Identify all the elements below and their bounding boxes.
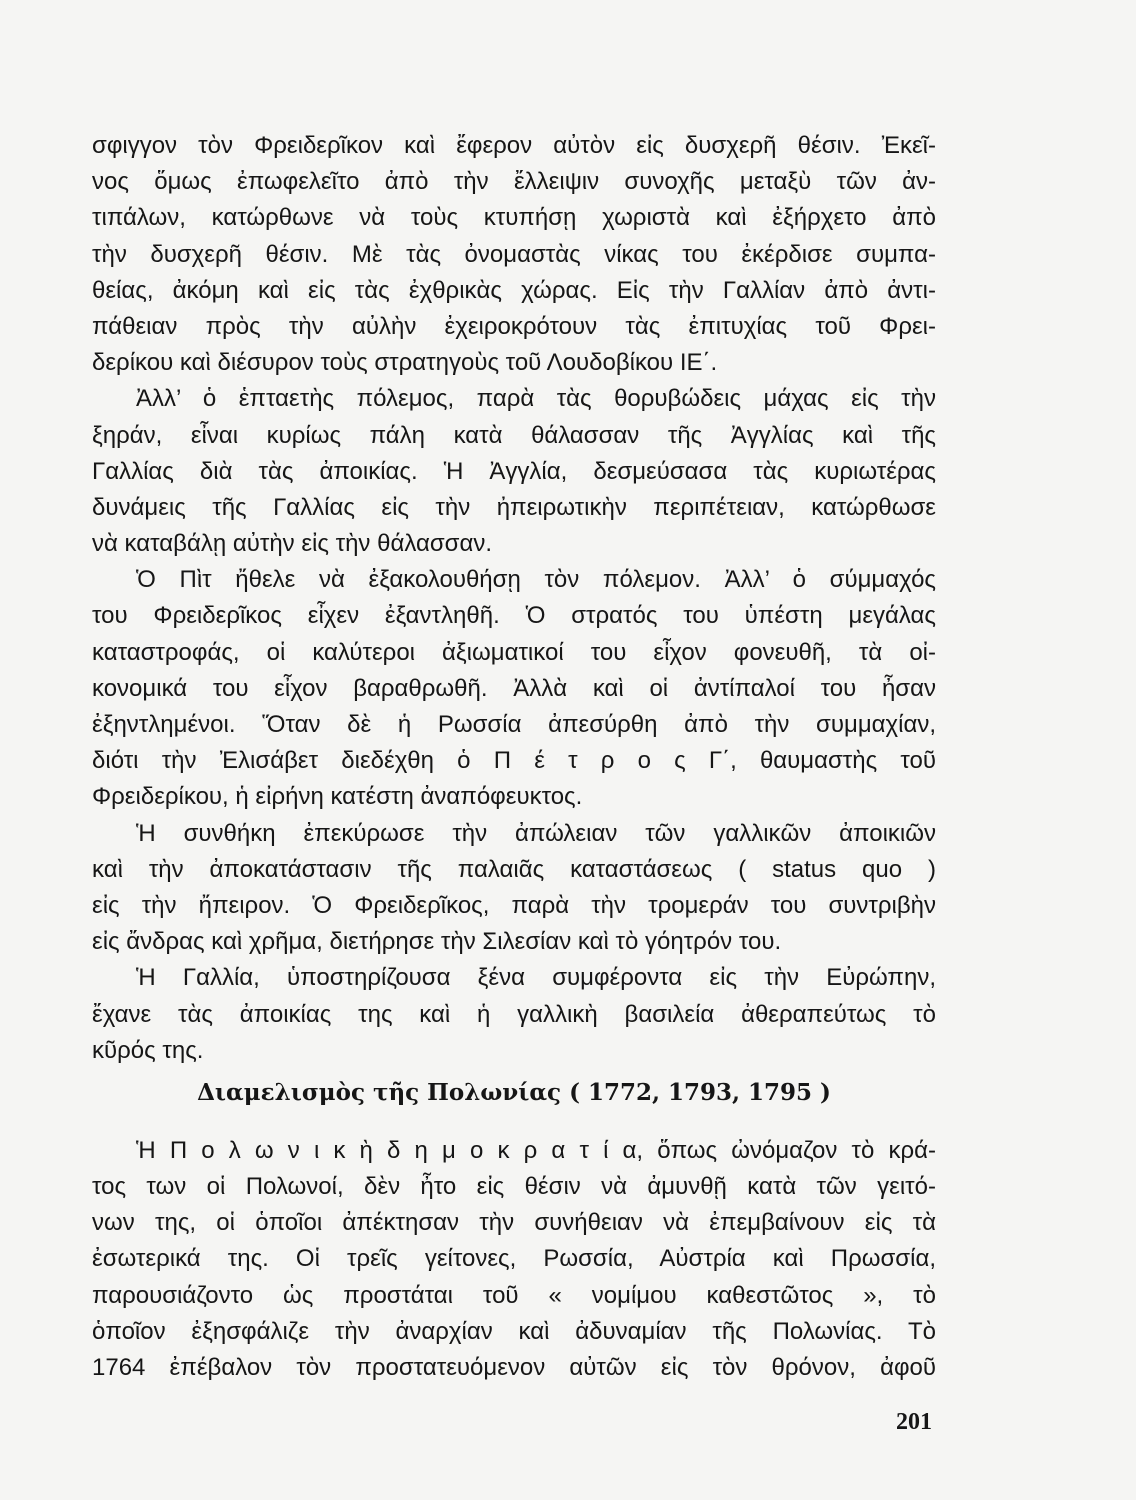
text-line: κονομικά του εἶχον βαραθρωθῆ. Ἀλλὰ καὶ οἱ ἀντίπαλοί του ἦσαν: [92, 674, 936, 702]
text-line: Γαλλίας διὰ τὰς ἀποικίας. Ἡ Ἀγγλία, δεσμεύσασα τὰς κυριωτέρας: [92, 457, 936, 485]
text-line: θείας, ἀκόμη καὶ εἰς τὰς ἐχθρικὰς χώρας. Εἰς τὴν Γαλλίαν ἀπὸ ἀντι-: [92, 276, 936, 304]
text-line: εἰς τὴν ἤπειρον. Ὁ Φρειδερῖκος, παρὰ τὴν τρομεράν του συντριβὴν: [92, 891, 936, 919]
paragraph: [92, 128, 936, 381]
text-line: νος ὅμως ἐπωφελεῖτο ἀπὸ τὴν ἔλλειψιν συνοχῆς μεταξὺ τῶν ἀν-: [92, 168, 936, 196]
text-line: Ἡ Γαλλία, ὑποστηρίζουσα ξένα συμφέροντα εἰς τὴν Εὐρώπην,: [136, 964, 936, 992]
text-line: ξηράν, εἶναι κυρίως πάλη κατὰ θάλασσαν τῆς Ἀγγλίας καὶ τῆς: [92, 421, 936, 449]
text-line: σφιγγον τὸν Φρειδερῖκον καὶ ἔφερον αὐτὸν εἰς δυσχερῆ θέσιν. Ἐκεῖ-: [92, 132, 936, 159]
text-line: ἔχανε τὰς ἀποικίας της καὶ ἡ γαλλικὴ βασιλεία ἀθεραπεύτως τὸ: [92, 1000, 936, 1028]
text-line: τὴν δυσχερῆ θέσιν. Μὲ τὰς ὀνομαστὰς νίκας του ἐκέρδισε συμπα-: [92, 240, 936, 268]
text-line: διότι τὴν Ἐλισάβετ διεδέχθη ὁ Π έ τ ρ ο ς Γ΄, θαυμαστὴς τοῦ: [92, 747, 936, 775]
text-line: 1764 ἐπέβαλον τὸν προστατευόμενον αὐτῶν εἰς τὸν θρόνον, ἀφοῦ: [92, 1354, 936, 1381]
page-text: [92, 128, 936, 1386]
section-heading: Διαμελισμὸς τῆς Πολωνίας ( 1772, 1793, 1795 ): [197, 1078, 831, 1106]
text-line: του Φρειδερῖκος εἶχεν ἐξαντληθῆ. Ὁ στρατός του ὑπέστη μεγάλας: [92, 602, 936, 630]
paragraph: [92, 816, 936, 961]
paragraph: [92, 1133, 936, 1386]
text-line: δερίκου καὶ διέσυρον τοὺς στρατηγοὺς τοῦ Λουδοβίκου ΙΕ΄.: [92, 349, 718, 377]
text-line: νων της, οἱ ὁποῖοι ἀπέκτησαν τὴν συνήθειαν νὰ ἐπεμβαίνουν εἰς τὰ: [92, 1209, 936, 1237]
text-line: νὰ καταβάλῃ αὐτὴν εἰς τὴν θάλασσαν.: [92, 530, 492, 558]
text-line: Ἡ Π ο λ ω ν ι κ ὴ δ η μ ο κ ρ α τ ί α, ὅπως ὠνόμαζον τὸ κρά-: [136, 1136, 936, 1164]
text-line: δυνάμεις τῆς Γαλλίας εἰς τὴν ἠπειρωτικὴν περιπέτειαν, κατώρθωσε: [92, 493, 936, 521]
text-line: καταστροφάς, οἱ καλύτεροι ἀξιωματικοί του εἶχον φονευθῆ, τὰ οἰ-: [92, 638, 936, 666]
text-line: τιπάλων, κατώρθωνε νὰ τοὺς κτυπήσῃ χωριστὰ καὶ ἐξήρχετο ἀπὸ: [92, 204, 936, 232]
paragraph: [92, 562, 936, 815]
paragraph: [92, 381, 936, 562]
text-line: εἰς ἄνδρας καὶ χρῆμα, διετήρησε τὴν Σιλεσίαν καὶ τὸ γόητρόν του.: [92, 928, 782, 956]
text-line: καὶ τὴν ἀποκατάστασιν τῆς παλαιᾶς καταστάσεως ( status quo ): [92, 855, 936, 883]
text-line: Ὁ Πὶτ ἤθελε νὰ ἐξακολουθήσῃ τὸν πόλεμον. Ἀλλ’ ὁ σύμμαχός: [136, 566, 936, 594]
text-line: Ἀλλ’ ὁ ἑπταετὴς πόλεμος, παρὰ τὰς θορυβώδεις μάχας εἰς τὴν: [136, 385, 936, 413]
text-line: ἐξηντλημένοι. Ὅταν δὲ ἡ Ρωσσία ἀπεσύρθη ἀπὸ τὴν συμμαχίαν,: [92, 711, 936, 738]
text-line: τος των οἱ Πολωνοί, δὲν ἦτο εἰς θέσιν νὰ ἀμυνθῇ κατὰ τῶν γειτό-: [92, 1173, 936, 1201]
text-line: ἐσωτερικά της. Οἱ τρεῖς γείτονες, Ρωσσία, Αὐστρία καὶ Πρωσσία,: [92, 1245, 936, 1273]
paragraph: [92, 960, 936, 1069]
text-line: Ἡ συνθήκη ἐπεκύρωσε τὴν ἀπώλειαν τῶν γαλλικῶν ἀποικιῶν: [136, 819, 936, 847]
text-line: Φρειδερίκου, ἡ εἰρήνη κατέστη ἀναπόφευκτος.: [92, 783, 583, 811]
page-number: 201: [896, 1409, 932, 1435]
text-line: κῦρός της.: [92, 1036, 204, 1064]
text-line: ὁποῖον ἐξησφάλιζε τὴν ἀναρχίαν καὶ ἀδυναμίαν τῆς Πολωνίας. Τὸ: [92, 1317, 936, 1345]
text-line: παρουσιάζοντο ὡς προστάται τοῦ « νομίμου καθεστῶτος », τὸ: [92, 1281, 936, 1309]
text-line: πάθειαν πρὸς τὴν αὐλὴν ἐχειροκρότουν τὰς ἐπιτυχίας τοῦ Φρει-: [92, 312, 936, 340]
